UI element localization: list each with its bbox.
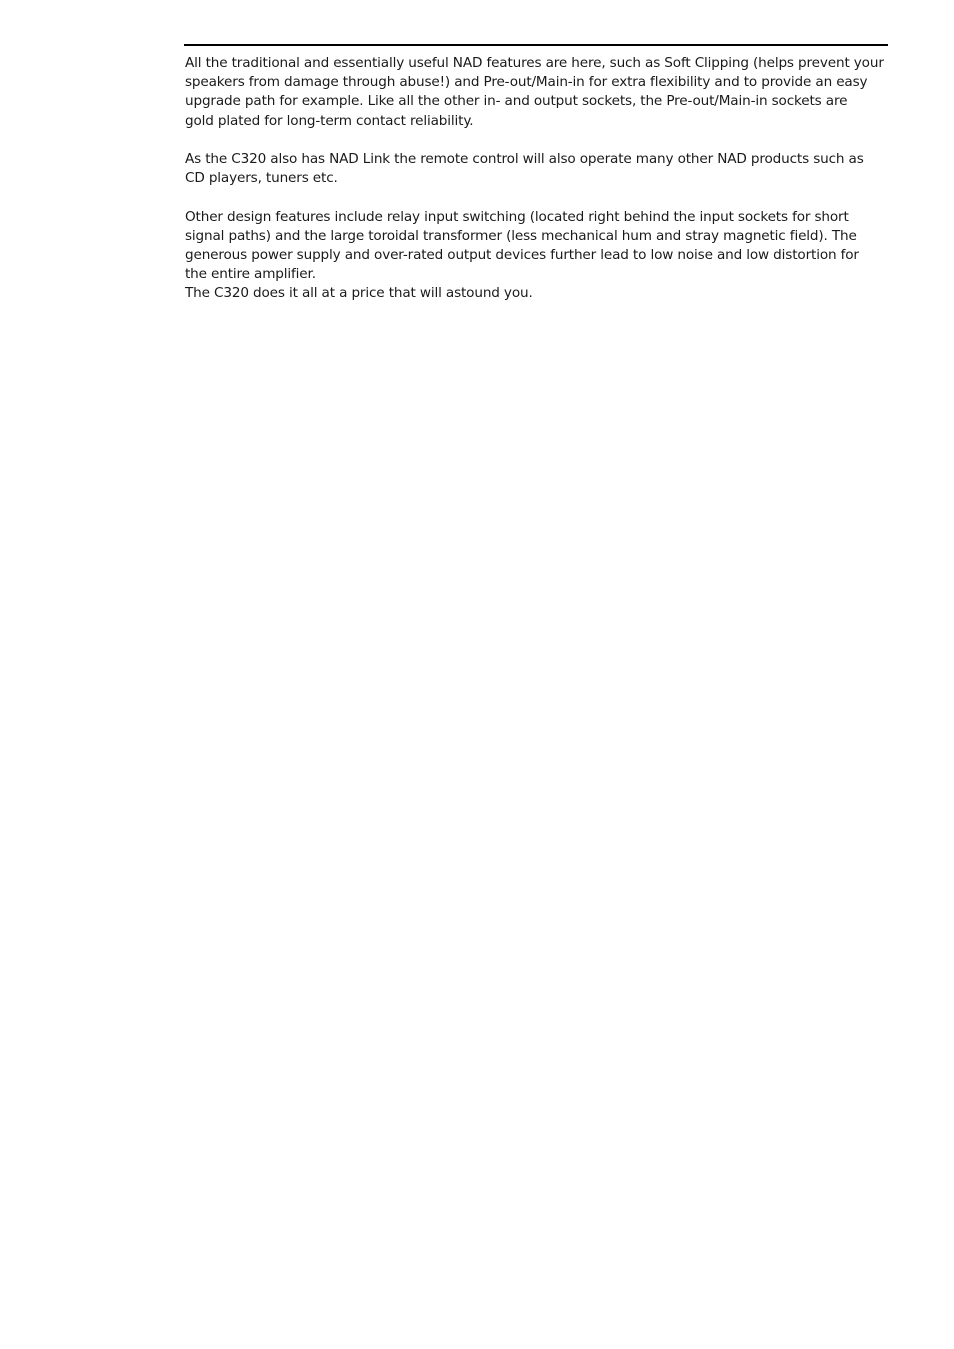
paragraph-price: The C320 does it all at a price that will astound you. — [185, 285, 533, 302]
body-text — [185, 54, 915, 304]
paragraph-nad-link: As the C320 also has NAD Link the remote control will also operate many other NAD products such as CD players, tuners etc. — [185, 151, 864, 187]
paragraph-design: Other design features include relay input switching (located right behind the input sockets for short signal paths) and the large toroidal transformer (less mechanical hum and stray magnetic field). The generous power supply and over-rated output devices further lead to low noise and low distortion for the entire amplifier. — [185, 208, 859, 283]
paragraph-features: All the traditional and essentially useful NAD features are here, such as Soft Clipping (helps prevent your speakers from damage through abuse!) and Pre-out/Main-in for extra flexibility and to provide an easy upgrade path for example. Like all the other in- and output sockets, the Pre-out/Main-in sockets are gold plated for long-term contact reliability. — [185, 55, 884, 129]
header-rule — [184, 44, 888, 46]
